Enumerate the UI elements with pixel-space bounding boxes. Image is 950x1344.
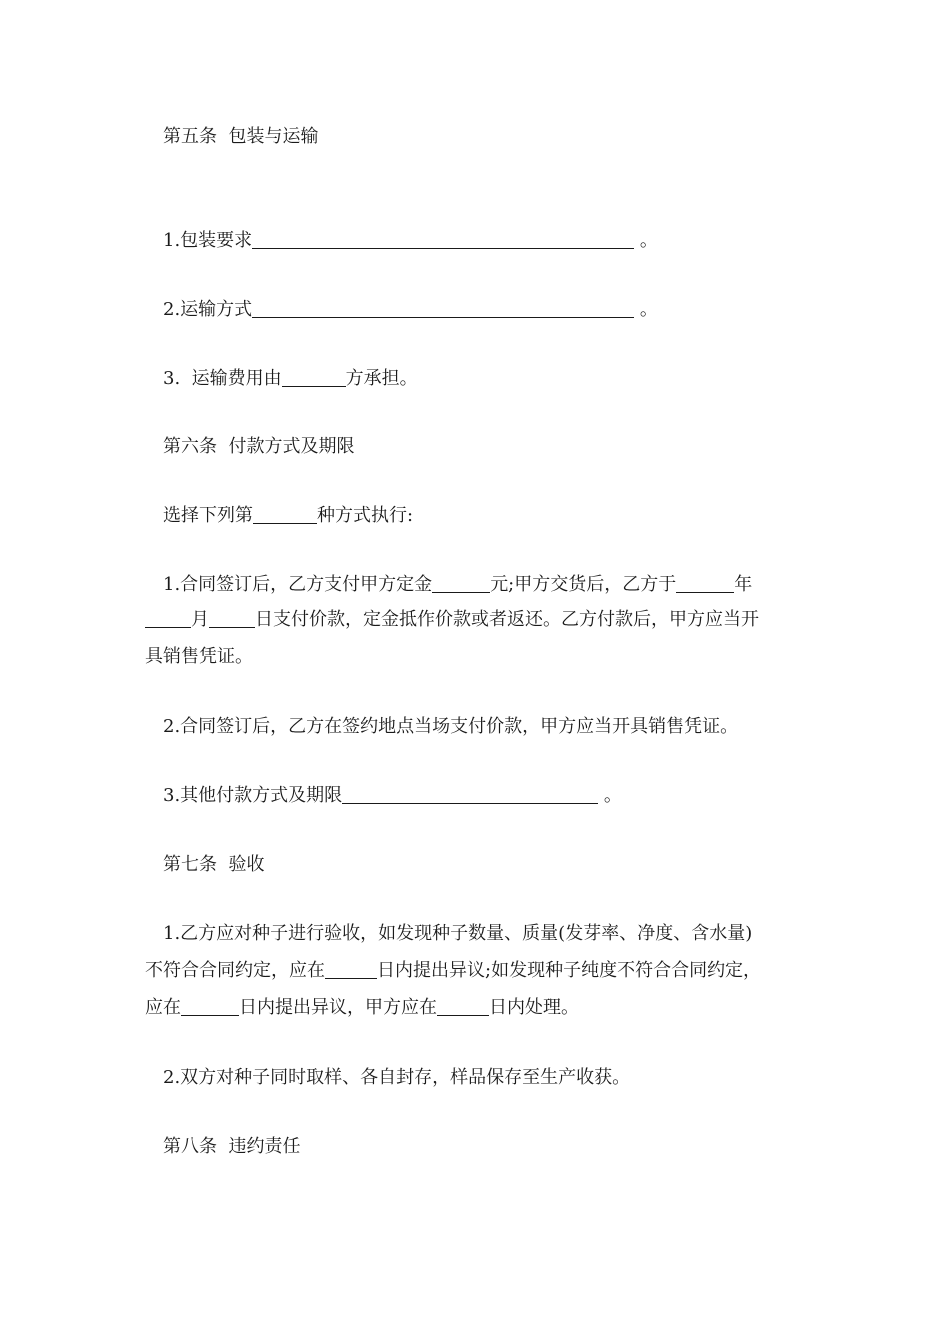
transport-method-blank[interactable] [252, 299, 634, 318]
payment-option-select-line: 选择下列第 种方式执行: [163, 505, 414, 526]
article-6-heading: 第六条 付款方式及期限 [163, 436, 355, 457]
transport-method-line: 2.运输方式 。 [163, 299, 658, 320]
quantity-objection-days-blank[interactable] [325, 960, 377, 979]
article-8-heading: 第八条 违约责任 [163, 1136, 301, 1157]
payment-option-1-line-2: 月 日支付价款，定金抵作价款或者返还。乙方付款后，甲方应当开 [145, 608, 810, 632]
payment-option-3-line: 3.其他付款方式及期限 。 [163, 785, 622, 806]
payment-option-1-line-1: 1.合同签订后，乙方支付甲方定金 元;甲方交货后，乙方于 年 [163, 574, 753, 595]
article-5-heading: 第五条 包装与运输 [163, 126, 319, 147]
packaging-requirement-line: 1.包装要求 。 [163, 230, 658, 251]
inspection-item-2: 2.双方对种子同时取样、各自封存，样品保存至生产收获。 [163, 1067, 631, 1088]
purity-objection-days-blank[interactable] [181, 997, 239, 1016]
transport-cost-line: 3. 运输费用由 方承担。 [163, 368, 418, 389]
payment-option-blank[interactable] [253, 505, 317, 524]
payment-day-blank[interactable] [209, 609, 255, 628]
inspection-item-1-line-2: 不符合合同约定，应在 日内提出异议;如发现种子纯度不符合合同约定， [145, 960, 762, 981]
other-payment-method-blank[interactable] [342, 785, 598, 804]
inspection-item-1-line-3: 应在 日内提出异议，甲方应在 日内处理。 [145, 997, 579, 1018]
packaging-requirement-blank[interactable] [252, 230, 634, 249]
inspection-item-1-line-1: 1.乙方应对种子进行验收，如发现种子数量、质量(发芽率、净度、含水量) [163, 923, 753, 944]
payment-option-2: 2.合同签订后，乙方在签约地点当场支付价款，甲方应当开具销售凭证。 [163, 716, 739, 737]
handling-days-blank[interactable] [437, 997, 489, 1016]
transport-cost-party-blank[interactable] [282, 368, 346, 387]
payment-option-1-line-3: 具销售凭证。 [145, 646, 253, 667]
article-7-heading: 第七条 验收 [163, 854, 265, 875]
payment-year-blank[interactable] [676, 574, 734, 593]
deposit-amount-blank[interactable] [432, 574, 490, 593]
payment-month-blank[interactable] [145, 609, 191, 628]
